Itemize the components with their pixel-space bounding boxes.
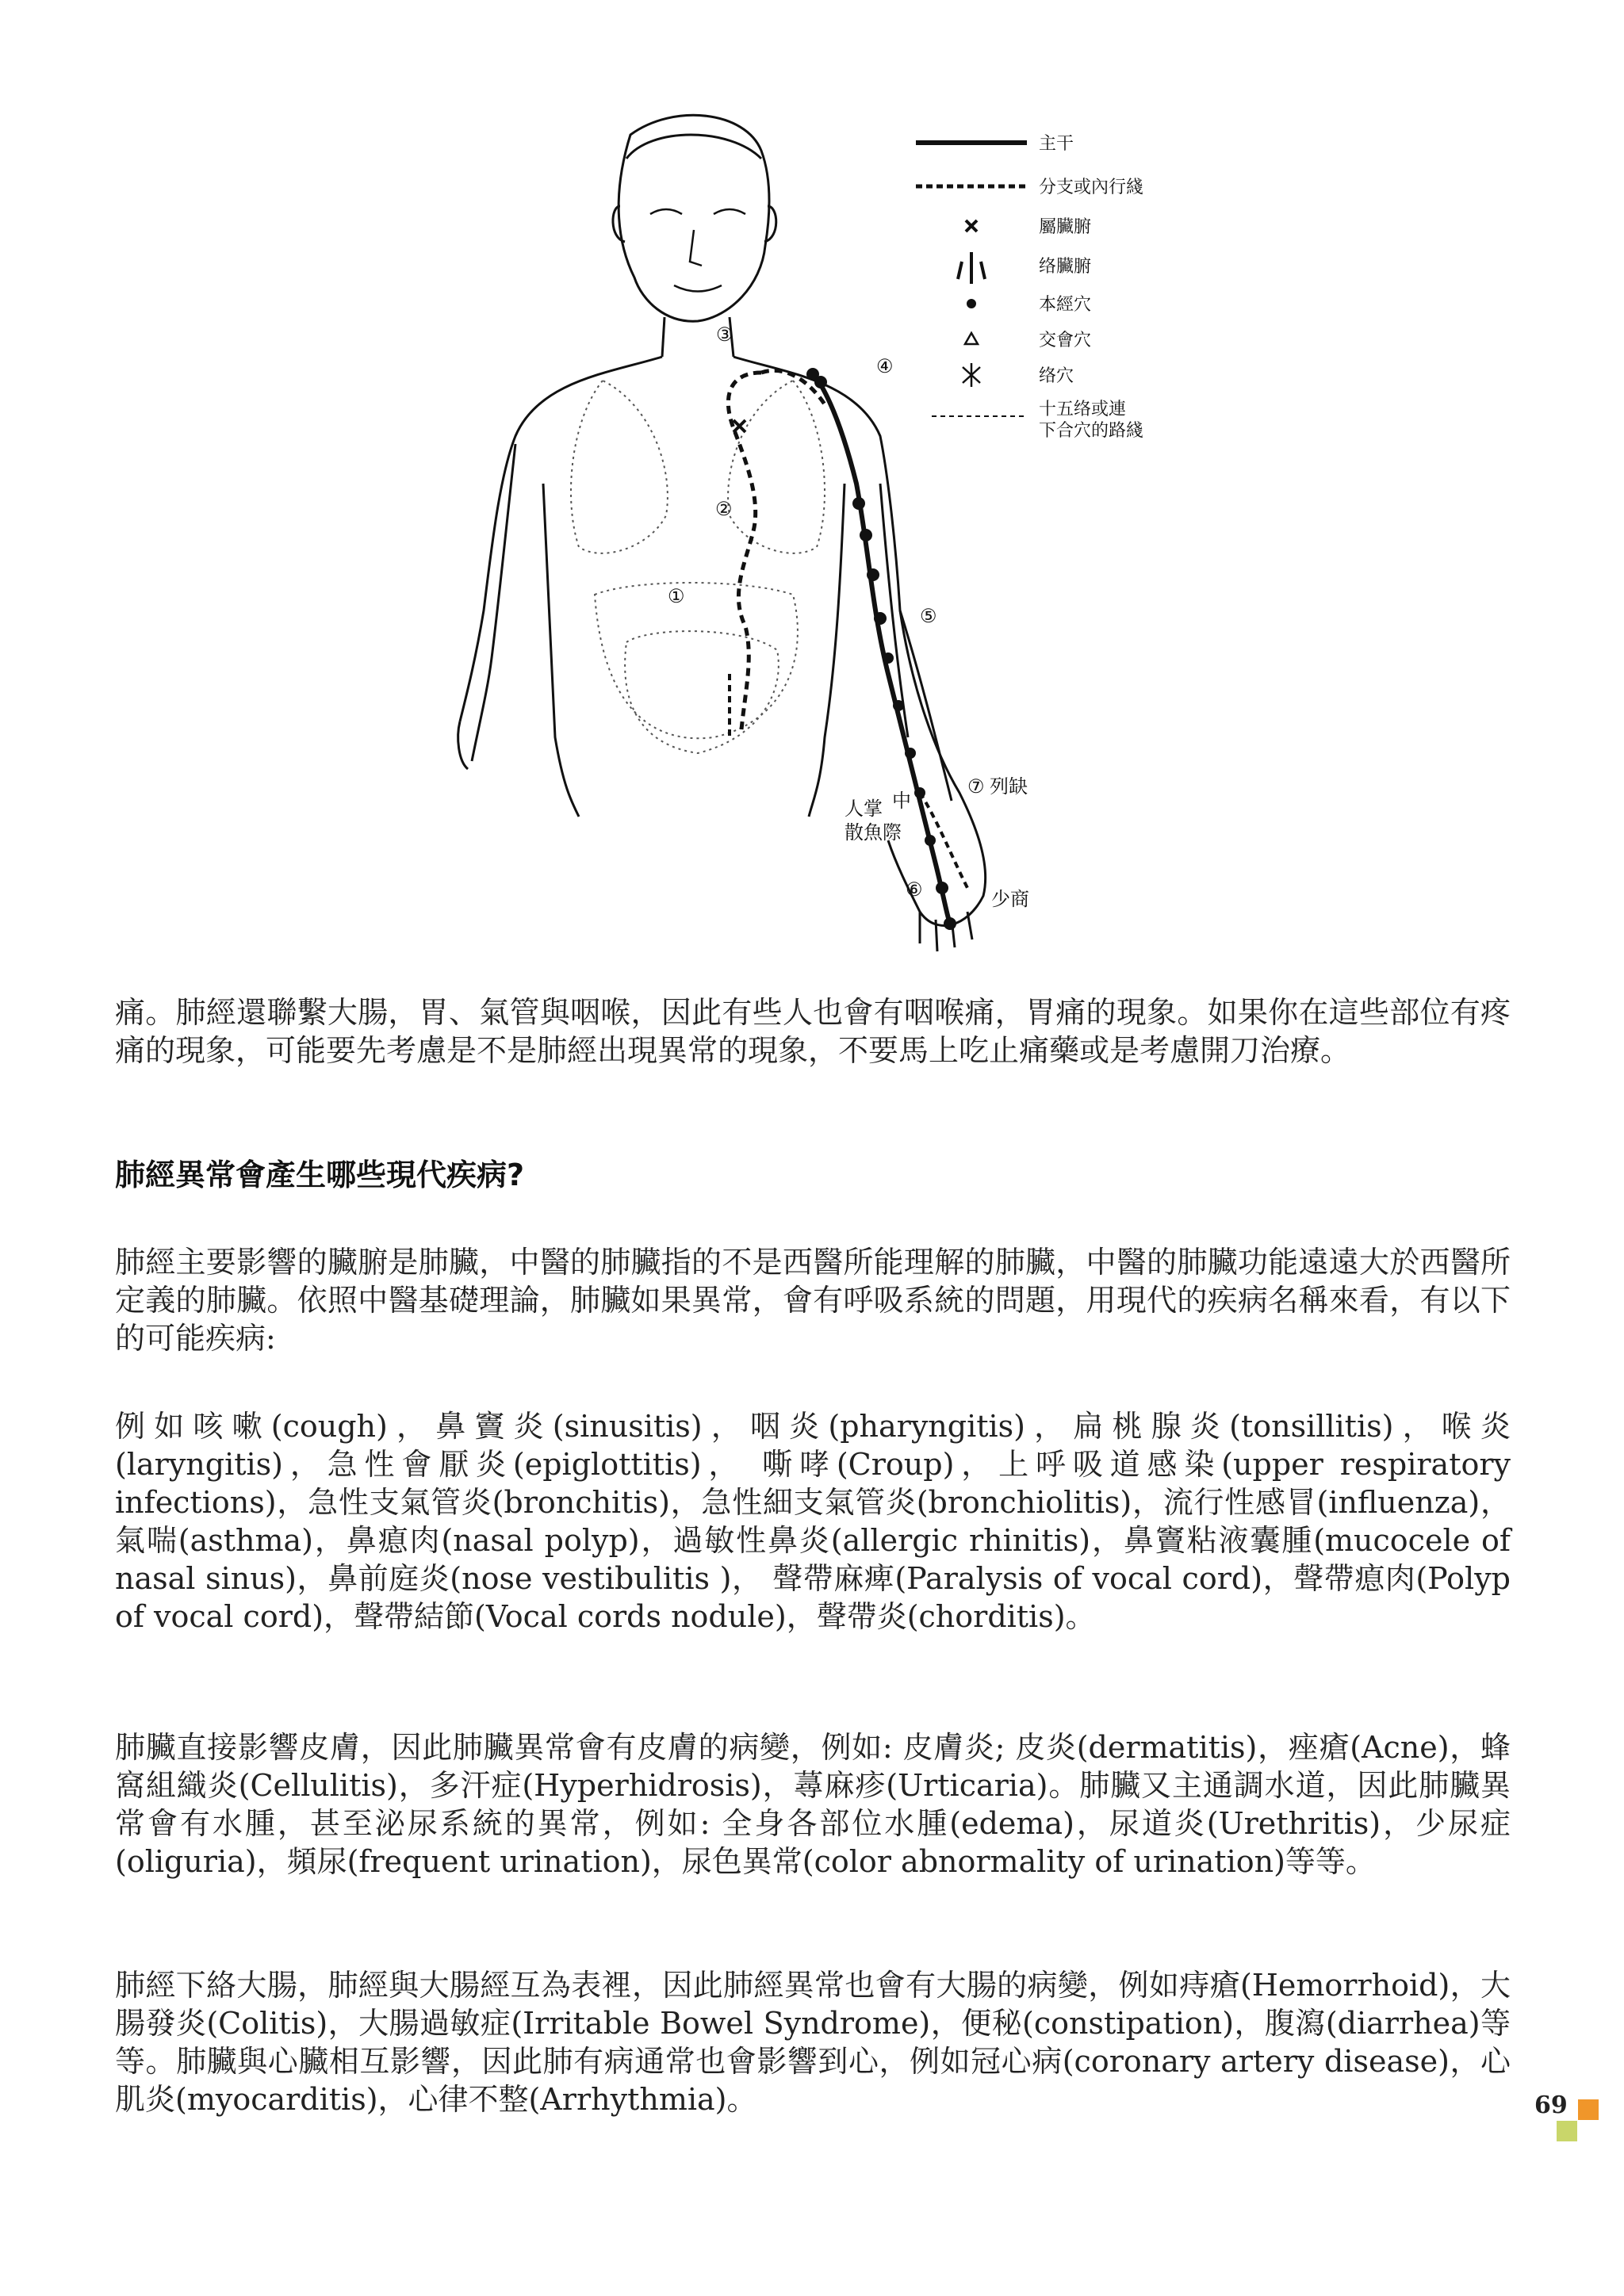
page-number: 69 — [1534, 2091, 1568, 2119]
section-heading: 肺經異常會產生哪些現代疾病? — [115, 1158, 525, 1192]
marker-5: ⑤ — [920, 605, 937, 627]
legend-label-connect-1: 十五络或連 — [1039, 400, 1127, 419]
shaoshang-label: 少商 — [991, 888, 1029, 910]
meridian-branch — [728, 373, 761, 729]
corner-square-orange — [1578, 2099, 1599, 2120]
legend-label-dot: 本經穴 — [1039, 295, 1092, 315]
side-label-1: 中 — [892, 790, 911, 812]
cross-mark — [733, 420, 745, 432]
corner-square-green — [1557, 2121, 1577, 2141]
marker-6: ⑥ — [906, 878, 923, 901]
lieque-label: 列缺 — [990, 775, 1028, 798]
side-label-2: 人掌 — [845, 798, 883, 820]
side-label-3: 散魚際 — [845, 821, 902, 844]
paragraph-2: 肺經主要影響的臟腑是肺臟，中醫的肺臟指的不是西醫所能理解的肺臟，中醫的肺臟功能遠遠大於西醫所定義的肺臟。依照中醫基礎理論，肺臟如果異常，會有呼吸系統的問題，用現代的疾病名稱來看，有以下的可能疾病: — [115, 1245, 1511, 1356]
legend-label-star: 络穴 — [1039, 366, 1074, 386]
legend-label-triangle: 交會穴 — [1039, 331, 1092, 350]
legend-network-icon — [958, 252, 985, 284]
marker-4: ④ — [876, 355, 894, 377]
marker-7: ⑦ — [967, 775, 985, 798]
face — [650, 209, 745, 292]
paragraph-4-skin: 肺臟直接影響皮膚，因此肺臟異常會有皮膚的病變，例如: 皮膚炎; 皮炎(dermatitis)，痤瘡(Acne)，蜂窩組織炎(Cellulitis)，多汗症(Hyperhidrosis)，蕁麻疹(Urticaria)。肺臟又主通調水道，因此肺臟異常會有水腫，甚至泌尿系統的異常，例如: 全身各部位水腫(edema)，尿道炎(Urethritis)，少尿症(oliguria)，頻尿(frequent urination)，尿色異常(color abnormality of urination)等等。 — [115, 1730, 1511, 1879]
legend-label-branch: 分支或內行綫 — [1039, 178, 1144, 197]
legend-triangle-icon — [965, 333, 978, 344]
lung-meridian-figure — [412, 103, 1221, 959]
legend-star-icon — [963, 363, 980, 387]
marker-2: ② — [715, 498, 733, 520]
legend — [916, 134, 1143, 441]
paragraph-5-colon: 肺經下絡大腸，肺經與大腸經互為表裡，因此肺經異常也會有大腸的病變，例如痔瘡(Hemorrhoid)，大腸發炎(Colitis)，大腸過敏症(Irritable Bowel Syndrome)，便秘(constipation)，腹瀉(diarrhea)等等。肺臟與心臟相互影響，因此肺有病通常也會影響到心，例如冠心病(coronary artery disease)，心肌炎(myocarditis)，心律不整(Arrhythmia)。 — [115, 1968, 1511, 2117]
legend-cross-icon — [966, 220, 977, 232]
paragraph-1: 痛。肺經還聯繫大腸，胃、氣管與咽喉，因此有些人也會有咽喉痛，胃痛的現象。如果你在這些部位有疼痛的現象，可能要先考慮是不是肺經出現異常的現象，不要馬上吃止痛藥或是考慮開刀治療。 — [115, 995, 1511, 1068]
marker-1: ① — [668, 585, 685, 607]
legend-label-connect-2: 下合穴的路綫 — [1039, 421, 1144, 441]
legend-label-cross: 屬臟腑 — [1039, 217, 1092, 237]
paragraph-3-diseases: 例如咳嗽(cough)，鼻竇炎(sinusitis)，咽炎(pharyngitis)，扁桃腺炎(tonsillitis)，喉炎(laryngitis)，急性會厭炎(epiglottitis)， 嘶哮(Croup)，上呼吸道感染(upper respiratory infections)，急性支氣管炎(bronchitis)，急性細支氣管炎(bronchiolitis)，流行性感冒(influenza)，氣喘(asthma)，鼻瘜肉(nasal polyp)，過敏性鼻炎(allergic rhinitis)，鼻竇粘液囊腫(mucocele of nasal sinus)，鼻前庭炎(nose vestibulitis )， 聲帶麻痺(Paralysis of vocal cord)，聲帶瘜肉(Polyp of vocal cord)，聲帶結節(Vocal cords nodule)，聲帶炎(chorditis)。 — [115, 1409, 1511, 1634]
organs — [571, 381, 825, 753]
marker-3: ③ — [716, 323, 733, 346]
legend-label-main: 主干 — [1039, 134, 1074, 154]
marker-labels — [668, 323, 1029, 910]
legend-label-network: 络臟腑 — [1039, 257, 1092, 277]
legend-dot-icon — [967, 299, 976, 308]
body-outline — [458, 115, 986, 951]
